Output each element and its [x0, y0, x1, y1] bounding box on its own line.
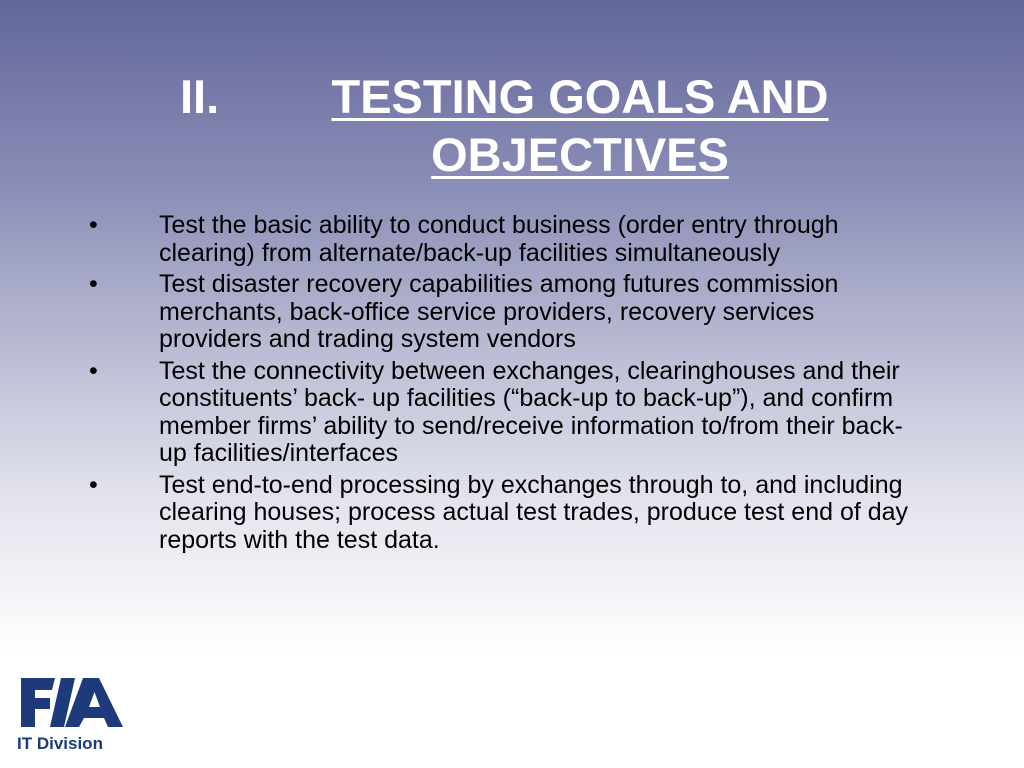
bullet-item	[0, 271, 1024, 354]
bullet-text: Test end-to-end processing by exchanges through to, and including clearing houses; process actual test trades, produce test end of day reports with the test data.	[159, 470, 909, 554]
bullet-item	[0, 358, 1024, 468]
bullet-text: Test the connectivity between exchanges, clearinghouses and their constituents’ back- up facilities (“back-up to back-up”), and confirm member firms’ ability to send/receive information to/from their back-up facilities/interfaces	[159, 356, 903, 467]
bullet-icon: •	[89, 211, 98, 239]
bullet-icon: •	[89, 356, 98, 385]
fia-logo-icon	[17, 674, 127, 730]
bullet-item	[0, 212, 1024, 267]
bullet-text: Test the basic ability to conduct business (order entry through clearing) from alternate/back-up facilities simultaneously	[159, 211, 839, 267]
title-number: II.	[180, 70, 220, 123]
title-text: TESTING GOALS AND OBJECTIVES	[331, 70, 829, 181]
bullet-icon: •	[89, 470, 98, 499]
bullet-icon: •	[89, 270, 98, 298]
bullet-list	[0, 212, 1024, 558]
fia-logo	[17, 674, 127, 756]
logo-caption: IT Division	[17, 734, 103, 753]
bullet-text: Test disaster recovery capabilities among futures commission merchants, back-office service providers, recovery services providers and trading system vendors	[159, 270, 839, 353]
bullet-item	[0, 472, 1024, 555]
